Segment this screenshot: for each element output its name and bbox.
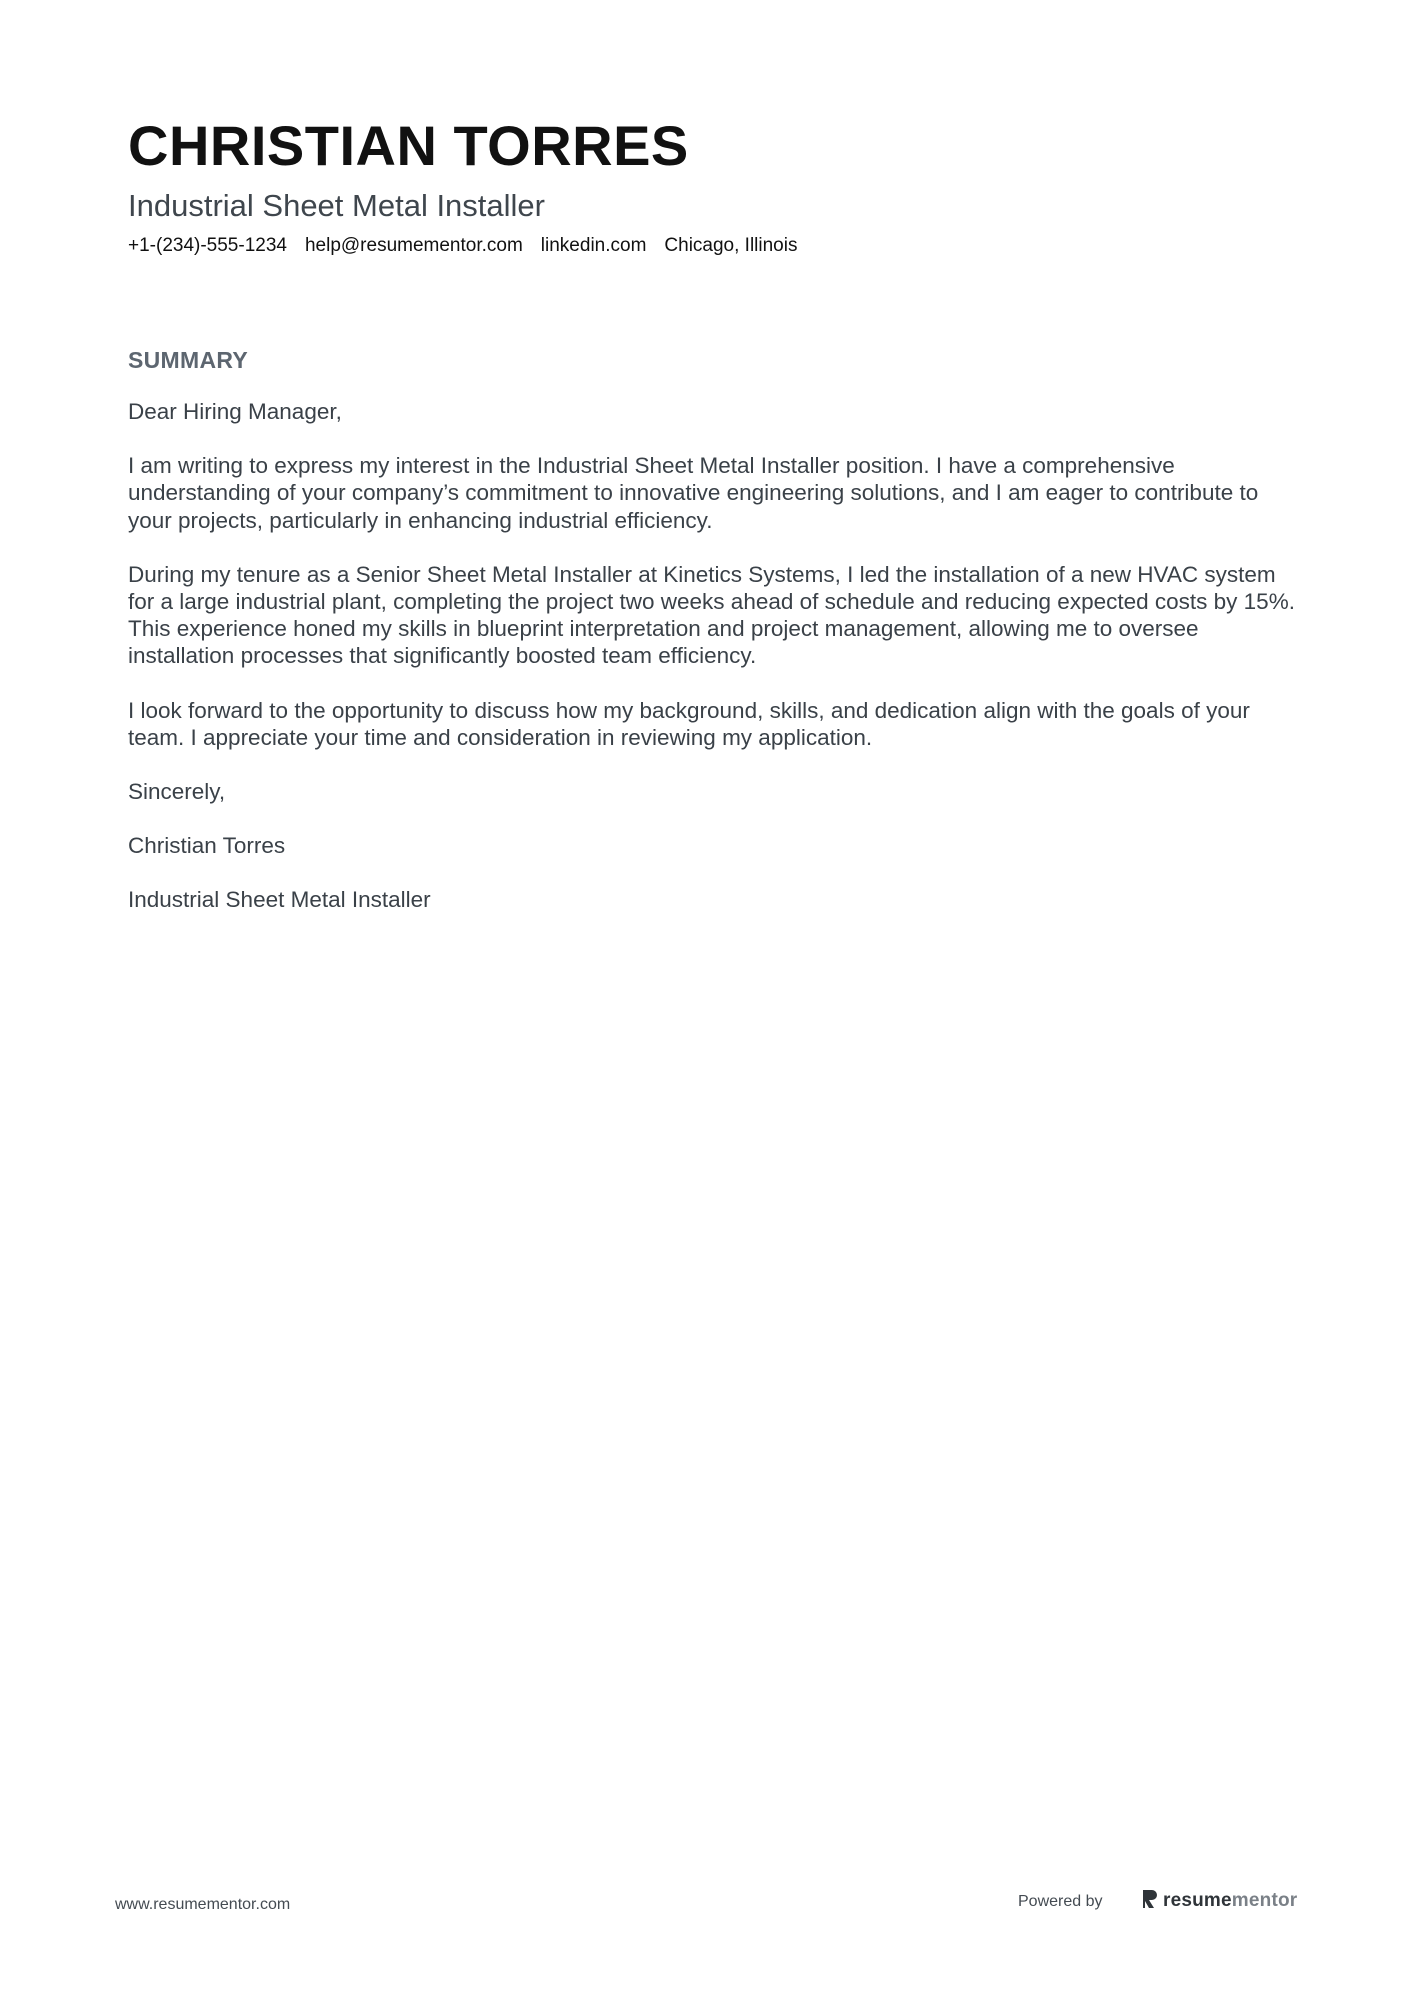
letter-paragraph: I am writing to express my interest in the Industrial Sheet Metal Installer position. I have a comprehensive understanding of your company’s commitment to innovative engineering solutions, and I am eager to contribute to your projects, particularly in enhancing industrial efficiency. — [128, 453, 1259, 533]
resumementor-logo-text: resumementor — [1163, 1890, 1298, 1911]
footer-website-link[interactable]: www.resumementor.com — [115, 1896, 291, 1913]
contact-linkedin[interactable]: linkedin.com — [540, 235, 647, 256]
section-heading-summary: SUMMARY — [128, 347, 249, 373]
letter-closing: Sincerely, — [128, 779, 226, 805]
contact-location: Chicago, Illinois — [664, 235, 798, 256]
contact-phone: +1-(234)-555-1234 — [128, 235, 287, 256]
letter-signature-title: Industrial Sheet Metal Installer — [128, 887, 431, 913]
candidate-title: Industrial Sheet Metal Installer — [128, 188, 545, 223]
letter-signature-name: Christian Torres — [128, 833, 286, 859]
candidate-name: CHRISTIAN TORRES — [128, 114, 689, 177]
contact-info — [128, 233, 797, 259]
powered-by-label: Powered by — [1018, 1893, 1103, 1910]
letter-greeting: Dear Hiring Manager, — [128, 399, 342, 424]
letter-body — [128, 398, 1298, 941]
resumementor-logo-icon — [1142, 1889, 1158, 1914]
letter-paragraph: During my tenure as a Senior Sheet Metal Installer at Kinetics Systems, I led the installation of a new HVAC system for a large industrial plant, completing the project two weeks ahead of schedule and reducing expected costs by 15%. This experience honed my skills in blueprint interpretation and project management, allowing me to oversee installation processes that significantly boosted team efficiency. — [128, 561, 1295, 669]
letter-paragraph: I look forward to the opportunity to discuss how my background, skills, and dedication align with the goals of your team. I appreciate your time and consideration in reviewing my application. — [128, 697, 1250, 750]
contact-email[interactable]: help@resumementor.com — [304, 235, 523, 256]
resumementor-logo[interactable] — [1142, 1887, 1297, 1915]
